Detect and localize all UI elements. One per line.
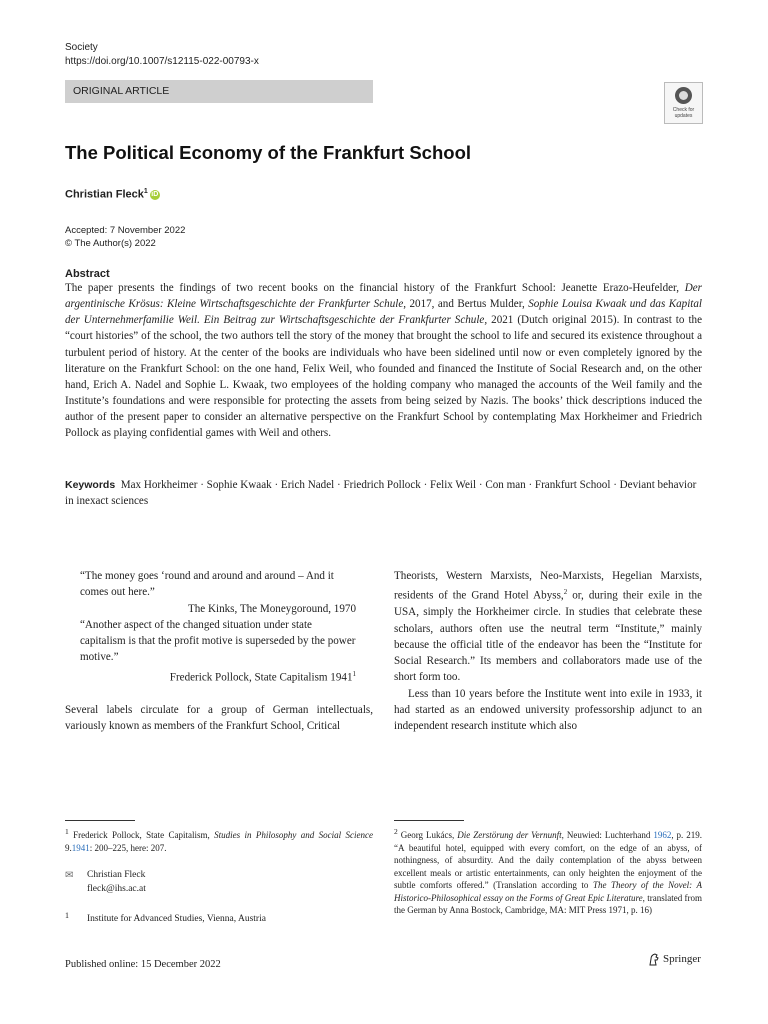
check-updates-label: Check for updates [672, 107, 695, 119]
body-paragraph: Theorists, Western Marxists, Neo-Marxists, Hegelian Marxists, residents of the Grand Hotel Abyss,$^2$ or, during their exile in the USA, simply the Horkheimer circle. In studies that celebrate these scholars, authors often use the neutral term “Institute,” mainly because the official title of the endeavor has been the “Institute for Social Research.” Its members and collaborators made use of the short form too. [394, 570, 703, 684]
affiliation-number: 1 [65, 911, 69, 920]
article-type-banner [65, 80, 373, 103]
footnote-ref[interactable]: 2 [563, 588, 568, 597]
publisher-logo[interactable] [648, 952, 701, 966]
citation-link[interactable]: 1941 [71, 842, 90, 853]
affiliation: Institute for Advanced Studies, Vienna, Austria [87, 914, 266, 924]
publisher-name: Springer [663, 953, 701, 965]
correspondence-email[interactable]: fleck@ihs.ac.at [87, 884, 146, 894]
keywords-label: Keywords [65, 479, 116, 491]
citation-link[interactable]: 1962 [653, 830, 672, 840]
footnote-ref[interactable]: 1 [352, 669, 356, 678]
envelope-icon: ✉ [65, 870, 74, 881]
footnote-1: $^1$ Frederick Pollock, State Capitalism, Studies in Philosophy and Social Science 9.1941: 200–225, here: 207. [65, 827, 374, 853]
author-line [65, 184, 160, 203]
epigraph-quote: “Another aspect of the changed situation under state capitalism is that the profit motive is superseded by the power motive.” [80, 618, 356, 664]
author-affiliation-mark: 1 [143, 188, 148, 195]
copyright-icon: © [65, 238, 75, 249]
published-date: Published online: 15 December 2022 [65, 959, 221, 970]
journal-name: Society [65, 42, 98, 53]
accepted-date: Accepted: 7 November 2022 [65, 225, 186, 236]
footnote-divider [394, 820, 464, 821]
left-column [65, 568, 373, 734]
page-title: The Political Economy of the Frankfurt School [65, 142, 472, 163]
keywords [65, 477, 702, 509]
epigraph-attribution: The Kinks, The Moneygoround, 1970 [187, 602, 356, 615]
body-paragraph: Several labels circulate for a group of German intellectuals, variously known as members of the Frankfurt School, Critical [65, 703, 373, 733]
body-paragraph: Less than 10 years before the Institute went into exile in 1933, it had started as an endowed university professorship adjunct to an independent research institute which also [394, 687, 702, 733]
correspondence [87, 868, 146, 896]
abstract-text: The paper presents the findings of two recent books on the financial history of the Frankfurt School: Jeanette Erazo-Heufelder, Der argentinische Krösus: Kleine Wirtschaftsgeschichte der Frankfurter Schule, 2017, and Bertus Mulder, Sophie Louisa Kwaak und das Kapital der Unternehmerfamilie Weil. Ein Beitrag zur Wirtschaftsgeschichte der Frankfurter Schule, 2021 (Dutch original 2015). In contrast to the “court histories” of the school, the two authors tell the story of the money that brought the school to life and secured its existence throughout a turbulent period of history. At the center of the books are individuals who have been sidelined until now or even completely ignored by the literature on the Frankfurt School: on the one hand, Felix Weil, who founded and financed the Institute of Social Research and, on the other hand, Erich A. Nadel and Sophie L. Kwaak, two employees of the holding company who managed the accounts of the Weil family and the Institute’s foundations and were responsible for protecting the assets from being seized by Nazis. The books’ thick descriptions induced the author of the present paper to consider an alternative perspective on the Frankfurt School by contemplating Max Horkheimer and Friedrich Pollock as playing confidential games with Weil and others. [65, 282, 702, 440]
orcid-icon[interactable]: iD [151, 190, 159, 198]
copyright-line [65, 237, 156, 250]
doi-link[interactable]: https://doi.org/10.1007/s12115-022-00793-x [65, 56, 259, 67]
footnote-divider [65, 820, 135, 821]
right-column [394, 568, 702, 735]
author-name[interactable]: Christian Fleck [65, 188, 144, 201]
springer-horse-icon [648, 953, 660, 966]
epigraph-attribution: Frederick Pollock, State Capitalism 1941$^1$ [169, 669, 356, 684]
keywords-list: Max Horkheimer · Sophie Kwaak · Erich Nadel · Friedrich Pollock · Felix Weil · Con man · Frankfurt School · Deviant behavior in inexact sciences [65, 479, 697, 508]
correspondence-name: Christian Fleck [87, 870, 146, 880]
article-type-label: ORIGINAL ARTICLE [73, 85, 170, 97]
check-updates-icon [675, 87, 692, 104]
check-for-updates-badge[interactable] [664, 82, 703, 124]
abstract-heading: Abstract [65, 268, 110, 280]
footnote-2: $^2$ Georg Lukács, Die Zerstörung der Vernunft, Neuwied: Luchterhand 1962, p. 219. “A beautiful hotel, equipped with every comfort, on the edge of an abyss, of nothingness, of absurdity. And the daily contemplation of the abyss between excellent meals or artistic entertainments, can only heighten the enjoyment of the subtle comforts offered.” (Translation according to The Theory of the Novel: A Historico-Philosophical essay on the Forms of Great Epic Literature, translated from the German by Anna Bostock, Cambridge, MA: MIT Press 1971, p. 16) [394, 827, 703, 915]
copyright-text: The Author(s) 2022 [74, 238, 156, 249]
epigraph-quote: “The money goes ‘round and around and around – And it comes out here.” [80, 570, 334, 599]
